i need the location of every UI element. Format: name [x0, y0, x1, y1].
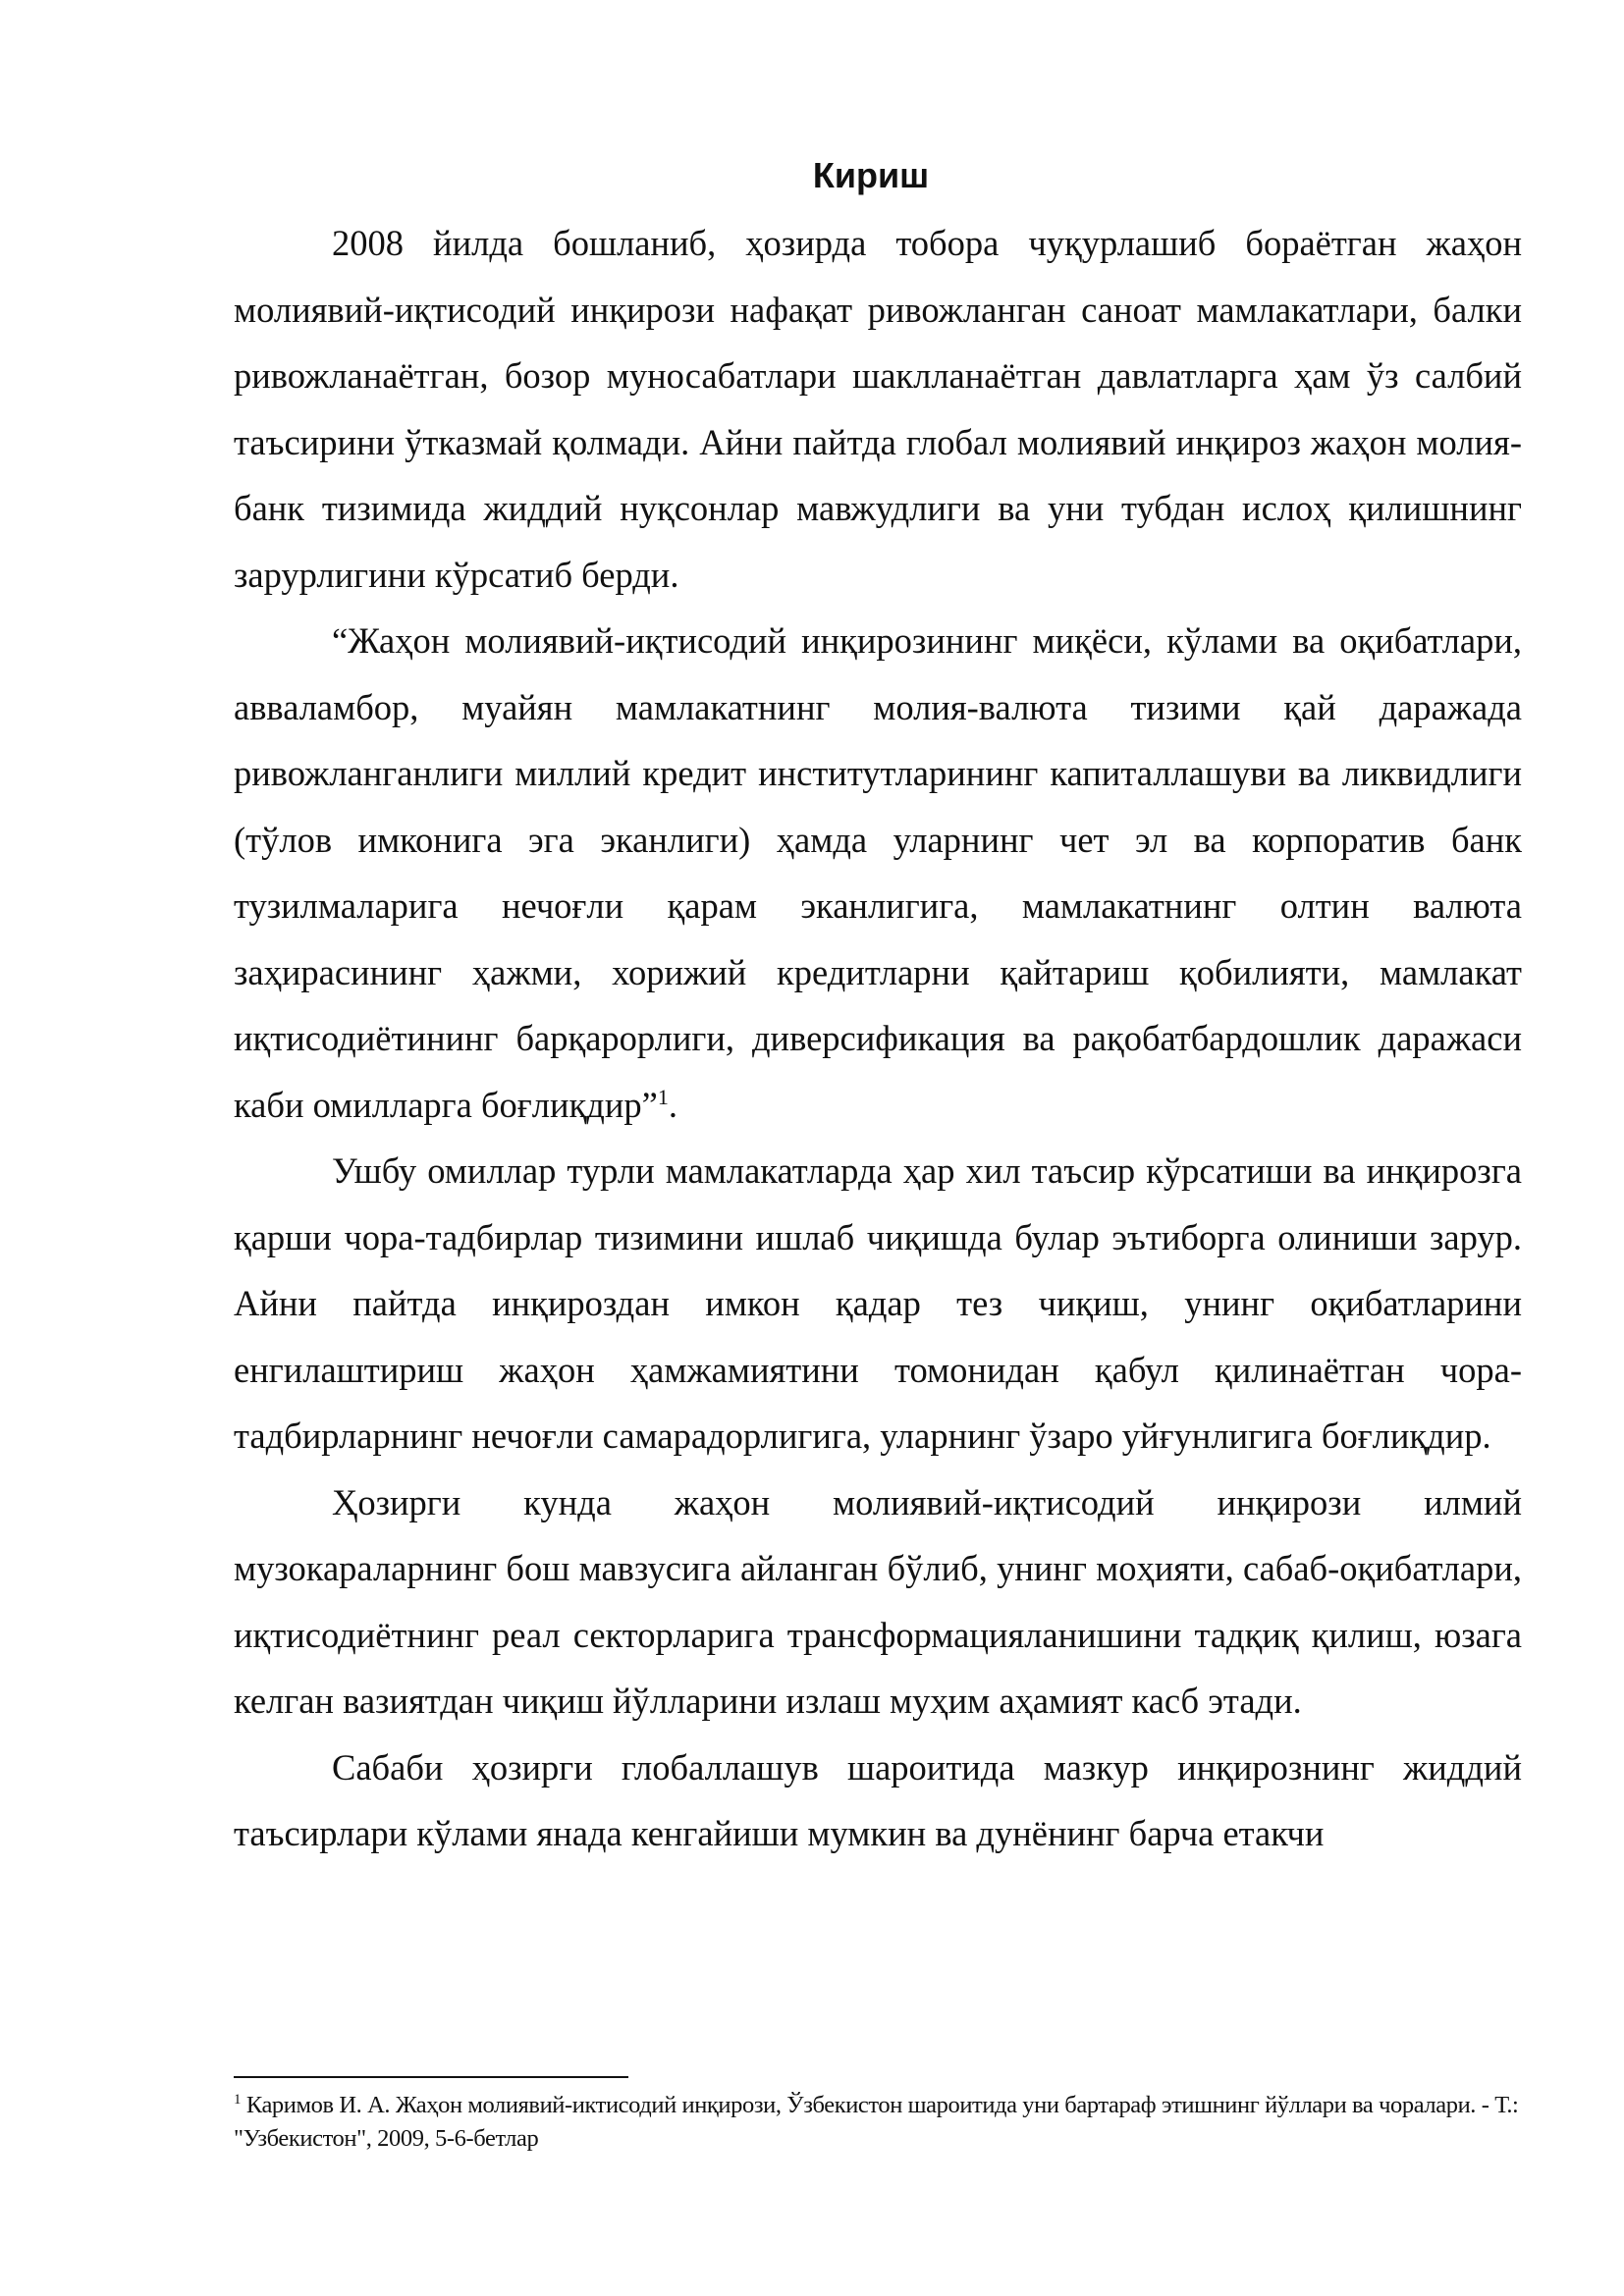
footnote-marker: 1	[234, 2091, 242, 2108]
footnote-separator	[234, 2076, 628, 2078]
paragraph-5: Сабаби ҳозирги глобаллашув шароитида мазкур инқирознинг жиддий таъсирлари кўлами янада кенгайиши мумкин ва дунёнинг барча етакчи	[234, 1746, 1522, 1853]
footnote-text: Каримов И. А. Жаҳон молиявий-иктисодий инқирози, Ўзбекистон шароитида уни бартараф этишнинг йўллари ва чоралари. - Т.: "Узбекистон", 2009, 5-6-бетлар	[234, 2092, 1519, 2152]
paragraph-1: 2008 йилда бошланиб, ҳозирда тобора чуқурлашиб бораётган жаҳон молиявий-иқтисодий инқирози нафақат ривожланган саноат мамлакатлари, балки ривожланаётган, бозор муносабатлари шаклланаётган давлатларга ҳам ўз салбий таъсирини ўтказмай қолмади. Айни пайтда глобал молиявий инқироз жаҳон молия-банк тизимида жиддий нуқсонлар мавжудлиги ва уни тубдан ислоҳ қилишнинг зарурлигини кўрсатиб берди.	[234, 223, 1522, 595]
paragraph-3: Ушбу омиллар турли мамлакатларда ҳар хил таъсир кўрсатиши ва инқирозга қарши чора-тадбирлар тизимини ишлаб чиқишда булар эътиборга олиниши зарур. Айни пайтда инқироздан имкон қадар тез чиқиш, унинг оқибатларини енгилаштириш жаҳон ҳамжамиятини томонидан қабул қилинаётган чора-тадбирларнинг нечоғли самарадорлигига, уларнинг ўзаро уйғунлигига боғлиқдир.	[234, 1150, 1522, 1456]
paragraph-2-text: “Жаҳон молиявий-иқтисодий инқирозининг миқёси, кўлами ва оқибатлари, авваламбор, муайян мамлакатнинг молия-валюта тизими қай даражада ривожланганлиги миллий кредит институтларининг капиталлашуви ва ликвидлиги (тўлов имконига эга эканлиги) ҳамда уларнинг чет эл ва корпоратив банк тузилмаларига нечоғли қарам эканлигига, мамлакатнинг олтин валюта заҳирасининг ҳажми, хорижий кредитларни қайтариш қобилияти, мамлакат иқтисодиётининг барқарорлиги, диверсификация ва рақобатбардошлик даражаси каби омилларга боғлиқдир”	[234, 620, 1522, 1125]
paragraph-2-end: .	[668, 1084, 677, 1125]
footnote-reference: 1	[657, 1084, 669, 1109]
page-title: Кириш	[812, 155, 930, 195]
footnote	[234, 2089, 1522, 2156]
body-text	[234, 210, 1522, 1867]
paragraph-2	[234, 608, 1522, 1138]
paragraph-4: Ҳозирги кунда жаҳон молиявий-иқтисодий инқирози илмий музокараларнинг бош мавзусига айланган бўлиб, унинг моҳияти, сабаб-оқибатлари, иқтисодиётнинг реал секторларига трансформацияланишини тадқиқ қилиш, юзага келган вазиятдан чиқиш йўлларини излаш муҳим аҳамият касб этади.	[234, 1481, 1522, 1721]
